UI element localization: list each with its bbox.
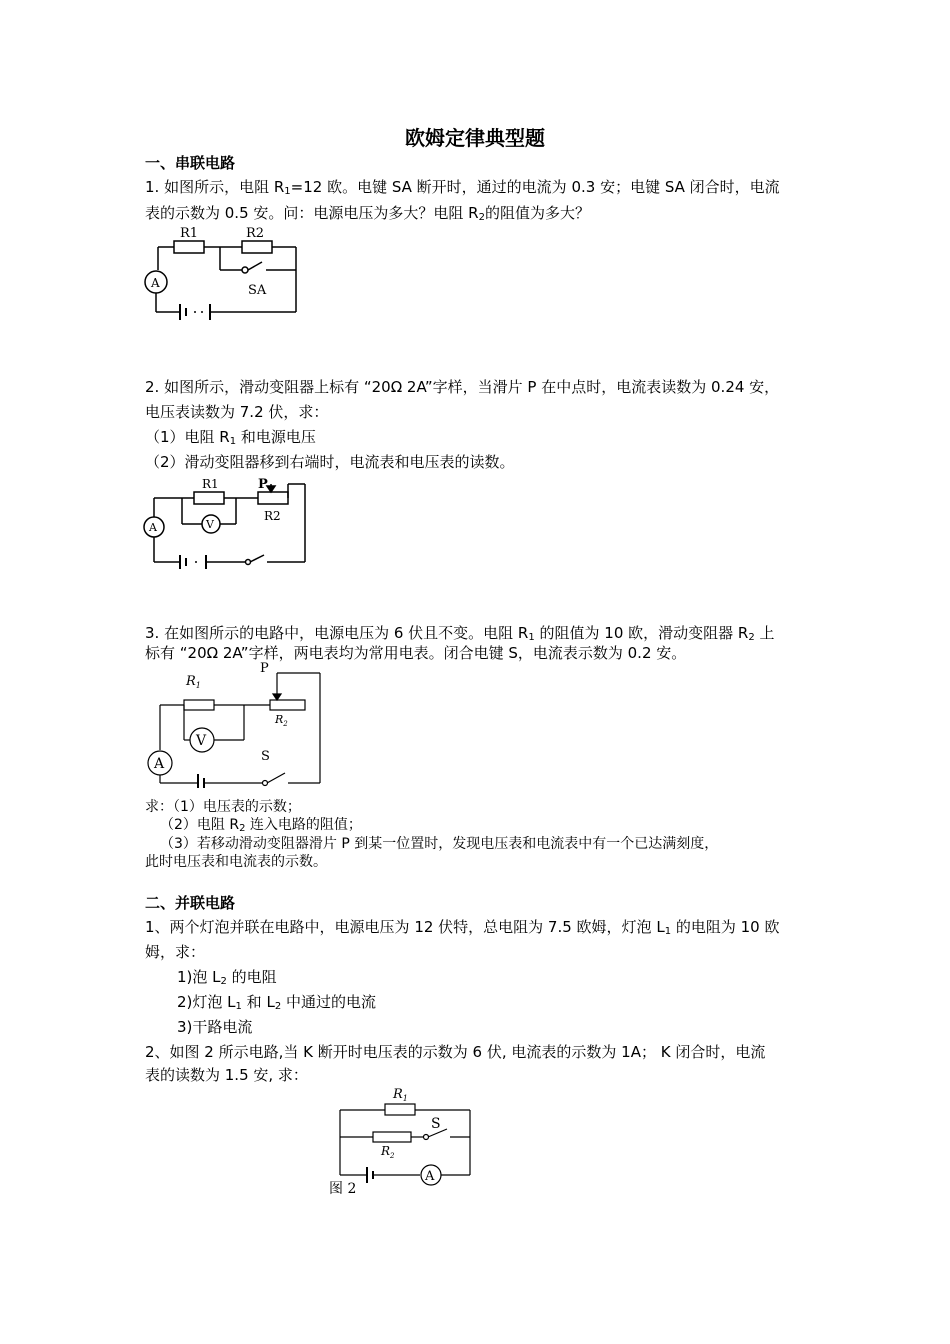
label-r2: $R_2$ bbox=[275, 713, 288, 728]
label-ammeter: A bbox=[425, 1169, 435, 1184]
switch-s bbox=[267, 773, 285, 783]
resistor-r1 bbox=[184, 700, 214, 710]
q3-line2: 标有 “20Ω 2A”字样，两电表均为常用电表。闭合电键 S，电流表示数为 0.2 安。 bbox=[145, 644, 687, 662]
p1-item1: 1)泡 $L_2$ 的电阻 bbox=[177, 968, 277, 987]
circuit-diagram-q3 bbox=[140, 658, 330, 788]
q1-line2: 表的示数为 0.5 安。问：电源电压为多大？电阻 $R_2$的阻值为多大？ bbox=[145, 204, 590, 223]
figure-caption: 图 2 bbox=[329, 1181, 357, 1197]
slider-p bbox=[267, 486, 275, 492]
slider-p bbox=[273, 694, 281, 700]
label-voltmeter: V bbox=[196, 733, 207, 749]
switch-contact bbox=[246, 560, 251, 565]
label-p: P bbox=[260, 661, 269, 676]
label-r2: R2 bbox=[246, 226, 265, 241]
p1-line2: 姆，求： bbox=[145, 943, 206, 961]
q3-ask2: （2）电阻 $R_2$ 连入电路的阻值； bbox=[160, 817, 362, 834]
page-title: 欧姆定律典型题 bbox=[405, 126, 545, 150]
q2-item1: （1）电阻 $R_1$ 和电源电压 bbox=[145, 428, 316, 447]
resistor-r1 bbox=[194, 492, 224, 504]
rheostat-r2 bbox=[258, 492, 288, 504]
label-r1: R1 bbox=[180, 226, 199, 241]
label-r1: $R_1$ bbox=[393, 1087, 408, 1103]
resistor-r1 bbox=[385, 1104, 415, 1115]
circuit-diagram-q1 bbox=[138, 222, 308, 327]
switch-s-contact bbox=[424, 1135, 429, 1140]
label-r1: $R_1$ bbox=[186, 674, 201, 690]
label-voltmeter: V bbox=[206, 518, 214, 531]
label-r1: R1 bbox=[202, 477, 219, 491]
q3-ask1: 求：（1）电压表的示数； bbox=[145, 799, 301, 815]
rheostat-r2 bbox=[270, 700, 305, 710]
circuit-diagram-q2 bbox=[140, 472, 315, 577]
label-ammeter: A bbox=[151, 276, 160, 290]
p1-line1: 1、两个灯泡并联在电路中，电源电压为 12 伏特，总电阻为 7.5 欧姆，灯泡 $L_1$ 的电阻为 10 欧 bbox=[145, 918, 780, 937]
p1-item2: 2)灯泡 $L_1$ 和 $L_2$ 中通过的电流 bbox=[177, 993, 376, 1012]
label-ammeter: A bbox=[149, 521, 157, 534]
resistor-r1 bbox=[174, 241, 204, 253]
resistor-r2 bbox=[373, 1132, 411, 1142]
q2-line2: 电压表读数为 7.2 伏，求： bbox=[145, 403, 329, 421]
p2-line1: 2、如图 2 所示电路,当 K 断开时电压表的示数为 6 伏, 电流表的示数为 1A； K 闭合时，电流 bbox=[145, 1043, 766, 1061]
p2-line2: 表的读数为 1.5 安, 求： bbox=[145, 1066, 308, 1084]
label-switch: S bbox=[431, 1116, 441, 1132]
q3-line1: 3. 在如图所示的电路中，电源电压为 6 伏且不变。电阻 $R_1$ 的阻值为 10 欧，滑动变阻器 $R_2$ 上 bbox=[145, 624, 775, 643]
switch-sa-contact bbox=[242, 267, 248, 273]
q1-line1: 1. 如图所示，电阻 $R_1=12$ 欧。电键 SA 断开时，通过的电流为 0.3 安；电键 SA 闭合时，电流 bbox=[145, 178, 780, 197]
label-sa: SA bbox=[248, 283, 267, 298]
circuit-diagram-p2 bbox=[325, 1083, 485, 1203]
section-heading-parallel: 二、并联电路 bbox=[145, 894, 236, 912]
section-heading-series: 一、串联电路 bbox=[145, 154, 236, 172]
q3-ask3-cont: 此时电压表和电流表的示数。 bbox=[145, 854, 327, 870]
label-r2: R2 bbox=[264, 509, 281, 523]
switch-s-contact bbox=[263, 781, 268, 786]
switch bbox=[250, 555, 264, 562]
label-ammeter: A bbox=[154, 756, 165, 772]
p1-item3: 3)干路电流 bbox=[177, 1018, 253, 1036]
q2-line1: 2. 如图所示，滑动变阻器上标有 “20Ω 2A”字样，当滑片 P 在中点时，电流表读数为 0.24 安， bbox=[145, 378, 780, 396]
resistor-r2 bbox=[242, 241, 272, 253]
label-p: P bbox=[258, 477, 268, 492]
label-switch: S bbox=[261, 749, 270, 764]
label-r2: $R_2$ bbox=[381, 1144, 395, 1160]
switch-sa bbox=[248, 262, 262, 270]
q2-item2: （2）滑动变阻器移到右端时，电流表和电压表的读数。 bbox=[145, 453, 515, 471]
q3-ask3: （3）若移动滑动变阻器滑片 P 到某一位置时，发现电压表和电流表中有一个已达满刻度， bbox=[160, 836, 719, 852]
